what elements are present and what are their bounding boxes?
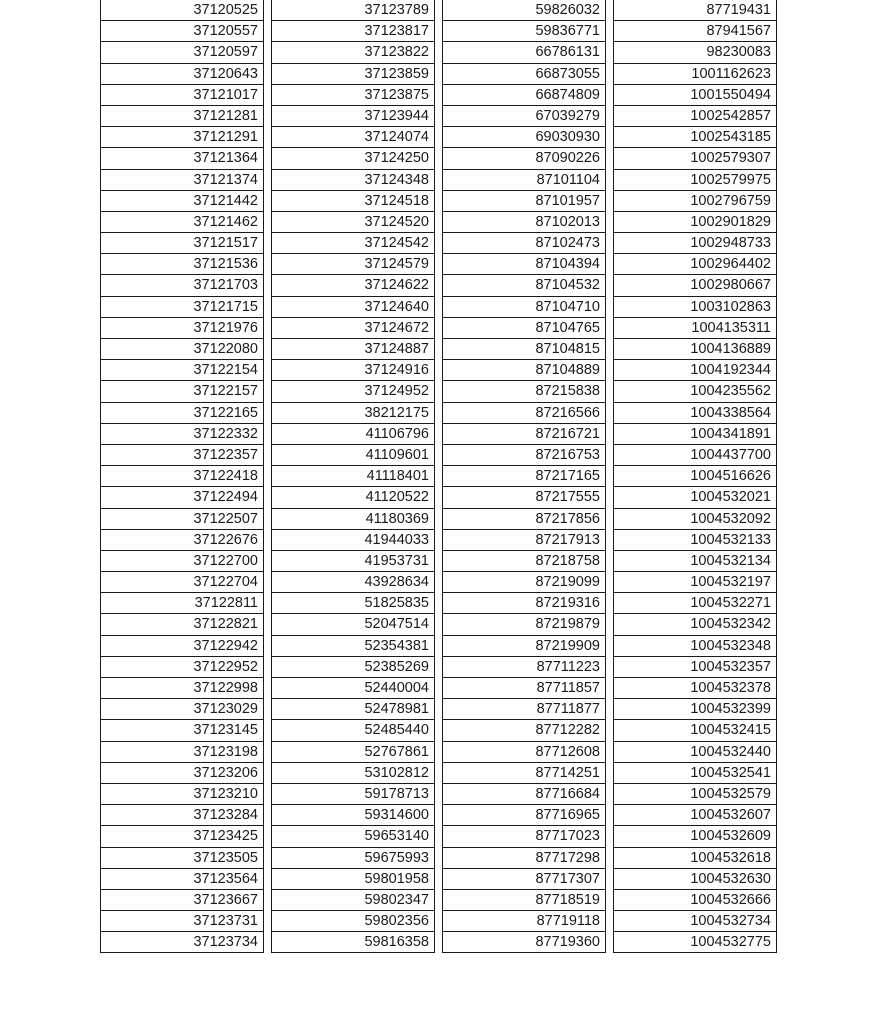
table-cell: 87712608 [443, 742, 605, 763]
table-cell: 1004135311 [614, 318, 776, 339]
table-cell: 87717307 [443, 869, 605, 890]
table-cell: 66873055 [443, 64, 605, 85]
table-cell: 37122418 [101, 466, 263, 487]
table-cell: 37123029 [101, 699, 263, 720]
table-cell: 1004532609 [614, 826, 776, 847]
table-cell: 52440004 [272, 678, 434, 699]
table-cell: 37121281 [101, 106, 263, 127]
table-cell: 1004532734 [614, 911, 776, 932]
table-cell: 1004338564 [614, 403, 776, 424]
table-column-2 [271, 0, 435, 953]
table-cell: 52767861 [272, 742, 434, 763]
table-cell: 87102473 [443, 233, 605, 254]
table-cell: 66786131 [443, 42, 605, 63]
table-cell: 59653140 [272, 826, 434, 847]
table-cell: 37122998 [101, 678, 263, 699]
table-cell: 87719360 [443, 932, 605, 953]
table-cell: 59836771 [443, 21, 605, 42]
table-cell: 37122507 [101, 509, 263, 530]
table-cell: 37124622 [272, 275, 434, 296]
table-cell: 37122811 [101, 593, 263, 614]
table-cell: 1004532342 [614, 614, 776, 635]
table-cell: 1004192344 [614, 360, 776, 381]
table-cell: 1002901829 [614, 212, 776, 233]
table-cell: 87101957 [443, 191, 605, 212]
table-cell: 41944033 [272, 530, 434, 551]
table-cell: 37123875 [272, 85, 434, 106]
table-cell: 37122154 [101, 360, 263, 381]
table-cell: 37123667 [101, 890, 263, 911]
table-cell: 59802356 [272, 911, 434, 932]
table-cell: 87101104 [443, 170, 605, 191]
table-cell: 37121017 [101, 85, 263, 106]
table-cell: 43928634 [272, 572, 434, 593]
table-cell: 87217913 [443, 530, 605, 551]
table-cell: 87215838 [443, 381, 605, 402]
table-cell: 37123505 [101, 848, 263, 869]
table-cell: 37122952 [101, 657, 263, 678]
table-cell: 87219909 [443, 636, 605, 657]
table-cell: 87218758 [443, 551, 605, 572]
table-cell: 1002579975 [614, 170, 776, 191]
table-cell: 41118401 [272, 466, 434, 487]
table-cell: 1002543185 [614, 127, 776, 148]
table-cell: 37124672 [272, 318, 434, 339]
table-cell: 37123206 [101, 763, 263, 784]
table-cell: 1004532541 [614, 763, 776, 784]
table-cell: 87716684 [443, 784, 605, 805]
table-cell: 59178713 [272, 784, 434, 805]
table-cell: 37123564 [101, 869, 263, 890]
table-cell: 37124542 [272, 233, 434, 254]
table-cell: 1002980667 [614, 275, 776, 296]
table-cell: 41953731 [272, 551, 434, 572]
table-cell: 37122700 [101, 551, 263, 572]
table-cell: 52047514 [272, 614, 434, 635]
table-cell: 1004532021 [614, 487, 776, 508]
table-cell: 87104710 [443, 297, 605, 318]
table-cell: 87219316 [443, 593, 605, 614]
table-cell: 87104815 [443, 339, 605, 360]
table-cell: 59802347 [272, 890, 434, 911]
table-cell: 1004532415 [614, 720, 776, 741]
table-column-3 [442, 0, 606, 953]
table-cell: 37120643 [101, 64, 263, 85]
table-cell: 1004532271 [614, 593, 776, 614]
table-cell: 87102013 [443, 212, 605, 233]
table-cell: 1004532399 [614, 699, 776, 720]
table-cell: 37123731 [101, 911, 263, 932]
table-cell: 37123822 [272, 42, 434, 63]
table-cell: 37123210 [101, 784, 263, 805]
table-cell: 37123789 [272, 0, 434, 21]
table-cell: 1004341891 [614, 424, 776, 445]
table-cell: 37122676 [101, 530, 263, 551]
table-cell: 37121364 [101, 148, 263, 169]
table-cell: 37122942 [101, 636, 263, 657]
table-cell: 1004532357 [614, 657, 776, 678]
table-cell: 1002964402 [614, 254, 776, 275]
table-cell: 37122494 [101, 487, 263, 508]
table-cell: 37124579 [272, 254, 434, 275]
table-cell: 59826032 [443, 0, 605, 21]
table-cell: 37124074 [272, 127, 434, 148]
table-cell: 37122165 [101, 403, 263, 424]
table-cell: 1004437700 [614, 445, 776, 466]
table-cell: 37124348 [272, 170, 434, 191]
table-cell: 87719431 [614, 0, 776, 21]
table-cell: 1004532630 [614, 869, 776, 890]
table-cell: 53102812 [272, 763, 434, 784]
table-cell: 87216566 [443, 403, 605, 424]
table-cell: 37121536 [101, 254, 263, 275]
table-cell: 1004532666 [614, 890, 776, 911]
table-cell: 1004532348 [614, 636, 776, 657]
table-cell: 87717298 [443, 848, 605, 869]
table-cell: 37121976 [101, 318, 263, 339]
table-cell: 37123734 [101, 932, 263, 953]
table-cell: 87216753 [443, 445, 605, 466]
table-cell: 66874809 [443, 85, 605, 106]
table-cell: 52478981 [272, 699, 434, 720]
table-cell: 1004516626 [614, 466, 776, 487]
table-cell: 1002796759 [614, 191, 776, 212]
table-cell: 87711857 [443, 678, 605, 699]
table-cell: 52485440 [272, 720, 434, 741]
table-cell: 37121715 [101, 297, 263, 318]
table-cell: 51825835 [272, 593, 434, 614]
table-cell: 87219099 [443, 572, 605, 593]
table-cell: 1002948733 [614, 233, 776, 254]
table-cell: 37123284 [101, 805, 263, 826]
table-cell: 1004532133 [614, 530, 776, 551]
table-cell: 37124916 [272, 360, 434, 381]
table-cell: 87719118 [443, 911, 605, 932]
table-cell: 37122357 [101, 445, 263, 466]
table-cell: 1001550494 [614, 85, 776, 106]
table-cell: 37121703 [101, 275, 263, 296]
table-cell: 37122704 [101, 572, 263, 593]
table-cell: 87104532 [443, 275, 605, 296]
table-cell: 1003102863 [614, 297, 776, 318]
table-cell: 1004532134 [614, 551, 776, 572]
table-cell: 87712282 [443, 720, 605, 741]
table-cell: 37122157 [101, 381, 263, 402]
table-cell: 87718519 [443, 890, 605, 911]
table-cell: 1004235562 [614, 381, 776, 402]
table-cell: 1002579307 [614, 148, 776, 169]
table-cell: 87104889 [443, 360, 605, 381]
table-cell: 1004532579 [614, 784, 776, 805]
table-cell: 37121374 [101, 170, 263, 191]
table-cell: 87104765 [443, 318, 605, 339]
table-cell: 1004532607 [614, 805, 776, 826]
table-column-4 [613, 0, 777, 953]
table-cell: 41109601 [272, 445, 434, 466]
table-cell: 52385269 [272, 657, 434, 678]
table-cell: 87217856 [443, 509, 605, 530]
table-cell: 1002542857 [614, 106, 776, 127]
table-cell: 37121462 [101, 212, 263, 233]
table-cell: 37123859 [272, 64, 434, 85]
table-cell: 59816358 [272, 932, 434, 953]
table-cell: 87711223 [443, 657, 605, 678]
table-cell: 52354381 [272, 636, 434, 657]
table-cell: 37124520 [272, 212, 434, 233]
table-cell: 87717023 [443, 826, 605, 847]
table-cell: 37123425 [101, 826, 263, 847]
table-cell: 1004532618 [614, 848, 776, 869]
table-cell: 37121442 [101, 191, 263, 212]
table-cell: 1004532775 [614, 932, 776, 953]
table-cell: 59675993 [272, 848, 434, 869]
table-cell: 67039279 [443, 106, 605, 127]
table-cell: 87216721 [443, 424, 605, 445]
table-cell: 41120522 [272, 487, 434, 508]
table-cell: 87104394 [443, 254, 605, 275]
table-cell: 37124640 [272, 297, 434, 318]
table-cell: 1001162623 [614, 64, 776, 85]
table-cell: 37123145 [101, 720, 263, 741]
table-cell: 37123817 [272, 21, 434, 42]
table-cell: 37123198 [101, 742, 263, 763]
table-cell: 37124887 [272, 339, 434, 360]
table-cell: 37123944 [272, 106, 434, 127]
table-cell: 37122080 [101, 339, 263, 360]
table-cell: 37121291 [101, 127, 263, 148]
table-column-1 [100, 0, 264, 953]
table-cell: 37124952 [272, 381, 434, 402]
table-cell: 41106796 [272, 424, 434, 445]
table-cell: 87219879 [443, 614, 605, 635]
table-cell: 87714251 [443, 763, 605, 784]
table-cell: 37120597 [101, 42, 263, 63]
table-cell: 87217555 [443, 487, 605, 508]
table-cell: 87941567 [614, 21, 776, 42]
table-cell: 37124518 [272, 191, 434, 212]
table-cell: 1004532092 [614, 509, 776, 530]
table-cell: 87711877 [443, 699, 605, 720]
table-cell: 87217165 [443, 466, 605, 487]
table-cell: 37124250 [272, 148, 434, 169]
table-cell: 37121517 [101, 233, 263, 254]
table-cell: 1004532440 [614, 742, 776, 763]
table-cell: 1004136889 [614, 339, 776, 360]
table-cell: 59314600 [272, 805, 434, 826]
table-cell: 98230083 [614, 42, 776, 63]
table-cell: 1004532197 [614, 572, 776, 593]
table-cell: 69030930 [443, 127, 605, 148]
table-cell: 38212175 [272, 403, 434, 424]
table-cell: 59801958 [272, 869, 434, 890]
table-cell: 37122821 [101, 614, 263, 635]
table-cell: 37120557 [101, 21, 263, 42]
table-cell: 37122332 [101, 424, 263, 445]
table-cell: 87090226 [443, 148, 605, 169]
table-cell: 37120525 [101, 0, 263, 21]
table-cell: 41180369 [272, 509, 434, 530]
table-cell: 87716965 [443, 805, 605, 826]
table-cell: 1004532378 [614, 678, 776, 699]
